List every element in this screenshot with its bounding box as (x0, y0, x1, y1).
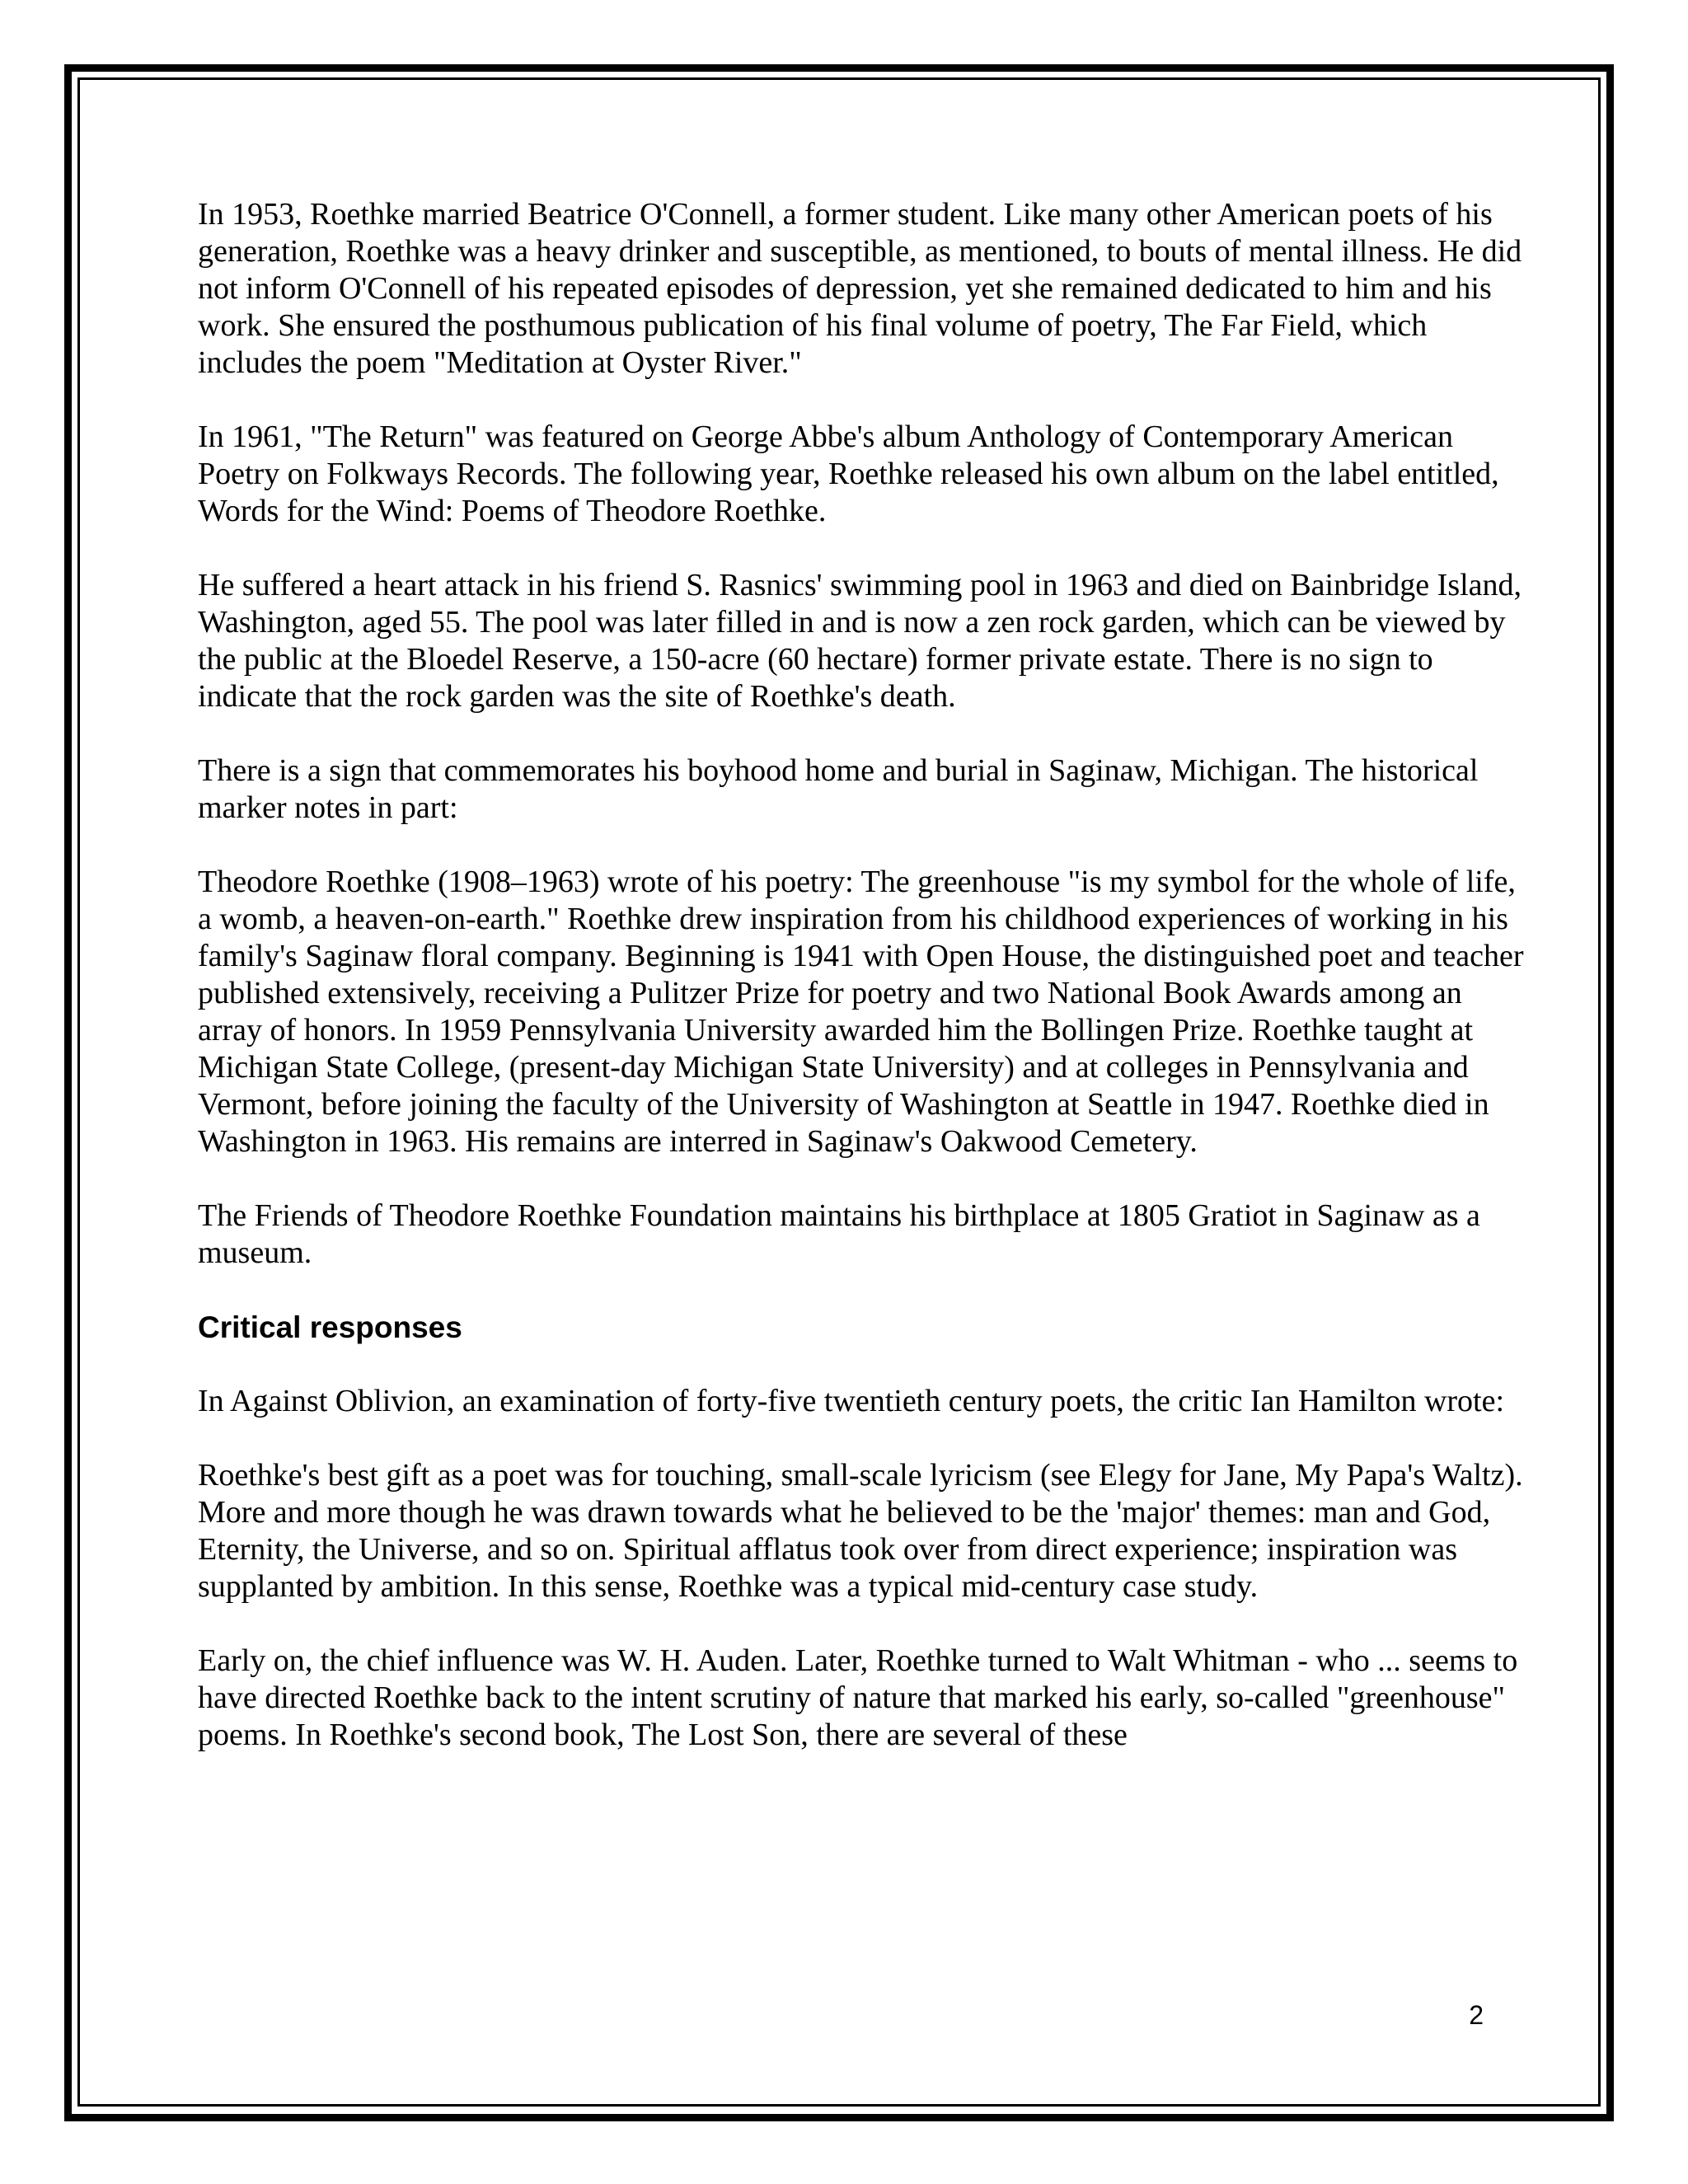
page-number: 2 (1469, 2000, 1484, 2030)
document-body (198, 196, 1525, 1791)
section-heading: Critical responses (198, 1310, 462, 1344)
paragraph: Theodore Roethke (1908–1963) wrote of his poetry: The greenhouse "is my symbol for the whole of life, a womb, a heaven-on-earth." Roethke drew inspiration from his childhood experiences of working in his family's Saginaw floral company. Beginning is 1941 with Open House, the distinguished poet and teacher published extensively, receiving a Pulitzer Prize for poetry and two National Book Awards among an array of honors. In 1959 Pennsylvania University awarded him the Bollingen Prize. Roethke taught at Michigan State College, (present-day Michigan State University) and at colleges in Pennsylvania and Vermont, before joining the faculty of the University of Washington at Seattle in 1947. Roethke died in Washington in 1963. His remains are interred in Saginaw's Oakwood Cemetery. (198, 865, 1524, 1159)
paragraph: Roethke's best gift as a poet was for touching, small-scale lyricism (see Elegy for Jane, My Papa's Waltz). More and more though he was drawn towards what he believed to be the 'major' themes: man and God, Eternity, the Universe, and so on. Spiritual afflatus took over from direct experience; inspiration was supplanted by ambition. In this sense, Roethke was a typical mid-century case study. (198, 1458, 1523, 1604)
paragraph: Early on, the chief influence was W. H. Auden. Later, Roethke turned to Walt Whitman - who ... seems to have directed Roethke back to the intent scrutiny of nature that marked his early, so-called "greenhouse" poems. In Roethke's second book, The Lost Son, there are several of these (198, 1643, 1518, 1752)
paragraph: The Friends of Theodore Roethke Foundation maintains his birthplace at 1805 Gratiot in Saginaw as a museum. (198, 1198, 1480, 1270)
paragraph: There is a sign that commemorates his boyhood home and burial in Saginaw, Michigan. The historical marker notes in part: (198, 753, 1479, 825)
paragraph: In 1953, Roethke married Beatrice O'Connell, a former student. Like many other American poets of his generation, Roethke was a heavy drinker and susceptible, as mentioned, to bouts of mental illness. He did not inform O'Connell of his repeated episodes of depression, yet she remained dedicated to him and his work. She ensured the posthumous publication of his final volume of poetry, The Far Field, which includes the poem "Meditation at Oyster River." (198, 197, 1522, 380)
paragraph: In 1961, "The Return" was featured on George Abbe's album Anthology of Contemporary American Poetry on Folkways Records. The following year, Roethke released his own album on the label entitled, Words for the Wind: Poems of Theodore Roethke. (198, 419, 1499, 528)
paragraph: He suffered a heart attack in his friend S. Rasnics' swimming pool in 1963 and died on Bainbridge Island, Washington, aged 55. The pool was later filled in and is now a zen rock garden, which can be viewed by the public at the Bloedel Reserve, a 150-acre (60 hectare) former private estate. There is no sign to indicate that the rock garden was the site of Roethke's death. (198, 568, 1522, 714)
paragraph: In Against Oblivion, an examination of forty-five twentieth century poets, the critic Ian Hamilton wrote: (198, 1384, 1505, 1418)
